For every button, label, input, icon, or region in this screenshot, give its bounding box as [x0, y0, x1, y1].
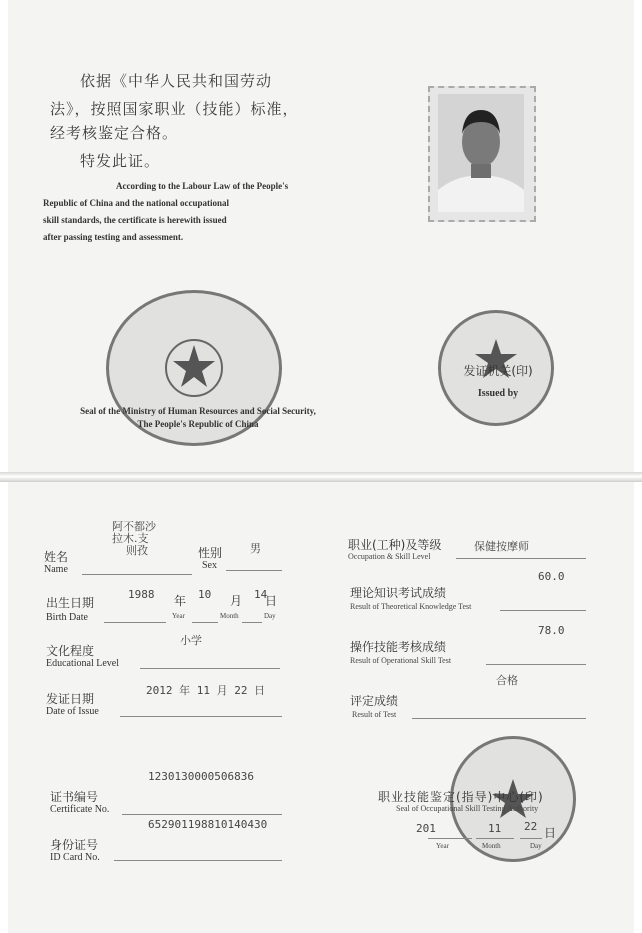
birth-month-cn: 月: [230, 594, 243, 608]
authority-day-cn: 日: [544, 826, 557, 840]
sex-underline: [226, 570, 282, 571]
theory-score-value: 60.0: [538, 570, 565, 583]
name-value-line-1: 阿不都沙: [112, 520, 156, 533]
issuing-seal-en: Issued by: [477, 388, 519, 399]
birth-year-cn: 年: [174, 594, 187, 608]
authority-label-en: Seal of Occupational Skill Testing Authority: [396, 804, 539, 813]
id-card-label-cn: 身份证号: [50, 838, 99, 852]
theory-label-cn: 理论知识考试成绩: [350, 586, 447, 600]
holder-photo: [428, 86, 536, 222]
issue-date-value: 2012 年 11 月 22 日: [146, 684, 266, 697]
id-card-label-en: ID Card No.: [50, 852, 100, 863]
authority-year-underline: [428, 838, 472, 839]
certificate-number-underline: [122, 814, 282, 815]
certificate-number-label-en: Certificate No.: [50, 804, 110, 815]
birth-month-value: 10: [198, 588, 212, 601]
seal-ministry-en-line-2: The People's Republic of China: [137, 419, 259, 429]
certificate-bottom-half: [8, 482, 634, 933]
authority-month-underline: [476, 838, 514, 839]
birth-day-underline: [242, 622, 262, 623]
page-fold: [0, 472, 642, 482]
id-card-underline: [114, 860, 282, 861]
occupation-value: 保健按摩师: [474, 540, 529, 553]
portrait-image: [438, 94, 524, 212]
name-label-cn: 姓名: [44, 550, 69, 564]
intro-en-line-2: Republic of China and the national occupational: [43, 198, 230, 208]
sex-label-cn: 性别: [198, 546, 223, 560]
theory-label-en: Result of Theoretical Knowledge Test: [350, 602, 472, 611]
authority-month-value: 11: [488, 822, 502, 835]
skill-label-en: Result of Operational Skill Test: [350, 656, 452, 665]
birth-day-cn: 日: [265, 594, 278, 608]
authority-day-value: 22: [524, 820, 538, 833]
name-underline: [82, 574, 192, 575]
certificate-top-half: [8, 0, 634, 472]
authority-year-prefix: 201: [416, 822, 436, 835]
certificate-number-value: 1230130000506836: [148, 770, 254, 783]
education-value: 小学: [180, 634, 202, 647]
issue-date-underline: [120, 716, 282, 717]
certificate-number-label-cn: 证书编号: [50, 790, 99, 804]
authority-label-cn: 职业技能鉴定(指导)中心(印): [378, 790, 544, 804]
authority-day-underline: [520, 838, 542, 839]
id-card-value: 652901198810140430: [148, 818, 268, 831]
intro-en-line-1: According to the Labour Law of the People's: [116, 181, 289, 191]
sex-label-en: Sex: [202, 560, 217, 571]
issue-date-label-en: Date of Issue: [46, 706, 99, 717]
issue-date-label-cn: 发证日期: [46, 692, 95, 706]
result-label-cn: 评定成绩: [350, 694, 399, 708]
education-label-cn: 文化程度: [46, 644, 95, 658]
birth-year-value: 1988: [128, 588, 155, 601]
sex-value: 男: [250, 542, 261, 555]
issuing-seal-cn: 发证机关(印): [463, 364, 533, 378]
birth-month-en: Month: [220, 612, 239, 620]
birth-day-value: 14: [254, 588, 268, 601]
skill-score-value: 78.0: [538, 624, 565, 637]
education-label-en: Educational Level: [46, 658, 120, 669]
skill-label-cn: 操作技能考核成绩: [350, 640, 447, 654]
occupation-underline: [456, 558, 586, 559]
birth-month-underline: [192, 622, 218, 623]
theory-underline: [500, 610, 586, 611]
birth-label-en: Birth Date: [46, 612, 88, 623]
result-underline: [412, 718, 586, 719]
name-label-en: Name: [44, 564, 68, 575]
name-value-line-3: 则孜: [126, 544, 148, 557]
birth-label-cn: 出生日期: [46, 596, 95, 610]
intro-cn-line-2: 法》，按照国家职业（技能）标准，: [50, 100, 299, 118]
birth-year-en: Year: [172, 612, 185, 620]
seal-ministry-en-line-1: Seal of the Ministry of Human Resources and Social Security,: [80, 406, 316, 416]
skill-underline: [486, 664, 586, 665]
intro-en-line-3: skill standards, the certificate is herewith issued: [43, 215, 227, 225]
intro-cn-line-1: 依据《中华人民共和国劳动: [80, 72, 273, 90]
intro-en-line-4: after passing testing and assessment.: [43, 232, 184, 242]
result-value: 合格: [496, 674, 518, 687]
authority-year-en: Year: [436, 842, 449, 850]
intro-cn-line-3: 经考核鉴定合格。: [50, 124, 179, 142]
intro-cn-line-4: 特发此证。: [80, 152, 161, 170]
occupation-label-en: Occupation & Skill Level: [348, 552, 431, 561]
occupation-label-cn: 职业(工种)及等级: [348, 538, 442, 552]
birth-year-underline: [104, 622, 166, 623]
name-value-line-2: 拉木.支: [112, 532, 149, 545]
authority-month-en: Month: [482, 842, 501, 850]
authority-day-en: Day: [530, 842, 542, 850]
education-underline: [140, 668, 280, 669]
birth-day-en: Day: [264, 612, 276, 620]
result-label-en: Result of Test: [352, 710, 397, 719]
